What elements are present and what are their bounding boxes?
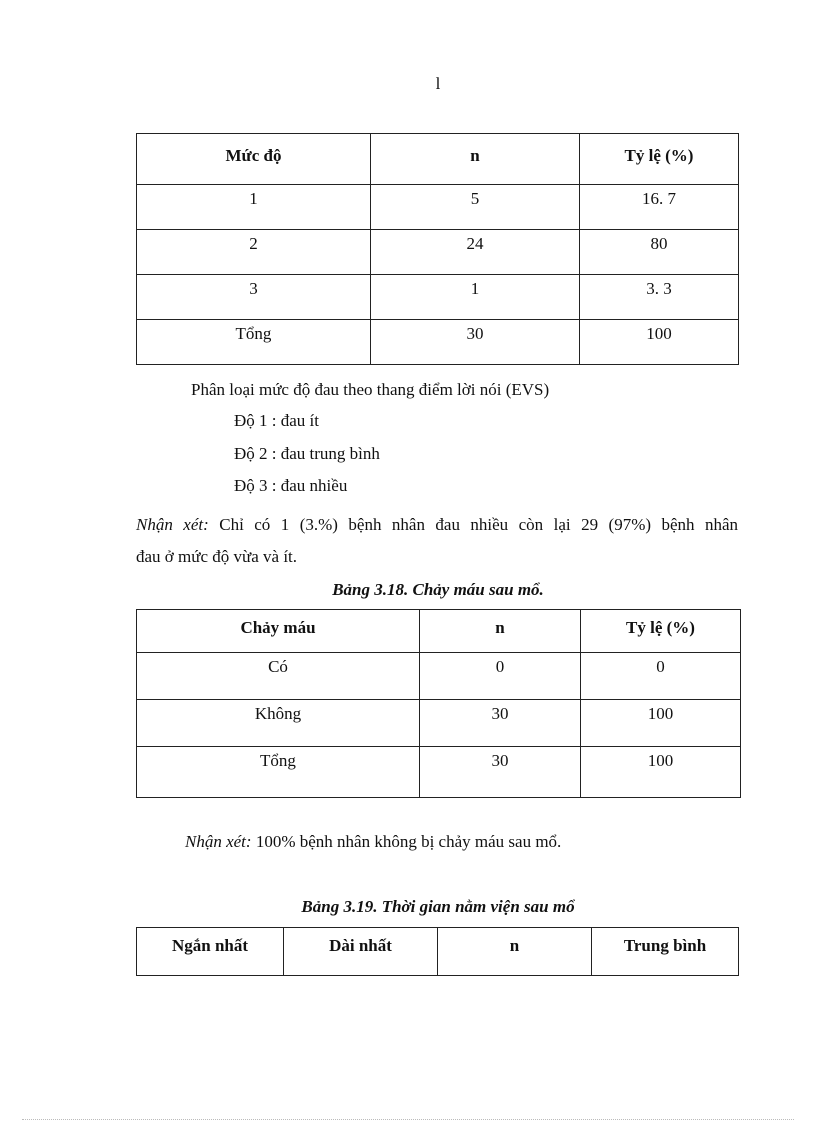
remark-1-label: Nhận xét: xyxy=(136,515,209,534)
table-cell: 24 xyxy=(371,230,580,275)
table-row xyxy=(137,653,741,700)
table-cell: 30 xyxy=(420,747,581,798)
table-cell: 16. 7 xyxy=(580,185,739,230)
table-cell: Tổng xyxy=(137,747,420,798)
header-chay-mau: Chảy máu xyxy=(137,610,420,653)
header-trung-binh: Trung bình xyxy=(592,928,739,976)
header-muc-do: Mức độ xyxy=(137,134,371,185)
header-ngan-nhat: Ngắn nhất xyxy=(137,928,284,976)
table-row xyxy=(137,320,739,365)
header-n: n xyxy=(438,928,592,976)
table-cell: 5 xyxy=(371,185,580,230)
table-row xyxy=(137,747,741,798)
classification-title: Phân loại mức độ đau theo thang điểm lời nói (EVS) xyxy=(191,380,550,399)
header-ty-le: Tỷ lệ (%) xyxy=(580,134,739,185)
hospital-stay-table xyxy=(136,927,739,976)
table-cell: 30 xyxy=(420,700,581,747)
header-n: n xyxy=(420,610,581,653)
table-cell: 1 xyxy=(137,185,371,230)
table-header-row xyxy=(137,928,739,976)
table-cell: 0 xyxy=(420,653,581,700)
table-cell: 100 xyxy=(581,700,741,747)
table-header-row xyxy=(137,610,741,653)
table-cell: Không xyxy=(137,700,420,747)
header-dai-nhat: Dài nhất xyxy=(284,928,438,976)
table-row xyxy=(137,275,739,320)
table-2-caption: Bảng 3.18. Chảy máu sau mổ. xyxy=(332,580,544,599)
header-n: n xyxy=(371,134,580,185)
table-cell: 30 xyxy=(371,320,580,365)
remark-2-label: Nhận xét: xyxy=(185,832,252,851)
remark-1-line-1 xyxy=(136,515,738,535)
table-row xyxy=(137,185,739,230)
table-row xyxy=(137,700,741,747)
table-cell: 3. 3 xyxy=(580,275,739,320)
classification-item: Độ 2 : đau trung bình xyxy=(234,444,380,463)
classification-item: Độ 1 : đau ít xyxy=(234,411,319,430)
remark-2-text: 100% bệnh nhân không bị chảy máu sau mổ. xyxy=(255,832,562,851)
table-row xyxy=(137,230,739,275)
remark-1-text: Chỉ có 1 (3.%) bệnh nhân đau nhiều còn lại 29 (97%) bệnh nhân xyxy=(219,515,739,534)
table-cell: 100 xyxy=(580,320,739,365)
table-header-row xyxy=(137,134,739,185)
header-ty-le: Tỷ lệ (%) xyxy=(581,610,741,653)
page-bottom-divider xyxy=(22,1119,794,1120)
classification-item: Độ 3 : đau nhiều xyxy=(234,476,348,495)
table-cell: 3 xyxy=(137,275,371,320)
remark-2 xyxy=(185,832,561,852)
table-3-caption: Bảng 3.19. Thời gian nằm viện sau mổ xyxy=(301,897,575,916)
table-cell: 80 xyxy=(580,230,739,275)
table-cell: 0 xyxy=(581,653,741,700)
table-cell: 100 xyxy=(581,747,741,798)
page-number: l xyxy=(435,74,441,93)
table-cell: Có xyxy=(137,653,420,700)
remark-1-line-2: đau ở mức độ vừa và ít. xyxy=(136,547,298,566)
pain-level-table xyxy=(136,133,739,365)
bleeding-table xyxy=(136,609,741,798)
table-cell: 1 xyxy=(371,275,580,320)
table-cell: 2 xyxy=(137,230,371,275)
table-cell: Tổng xyxy=(137,320,371,365)
